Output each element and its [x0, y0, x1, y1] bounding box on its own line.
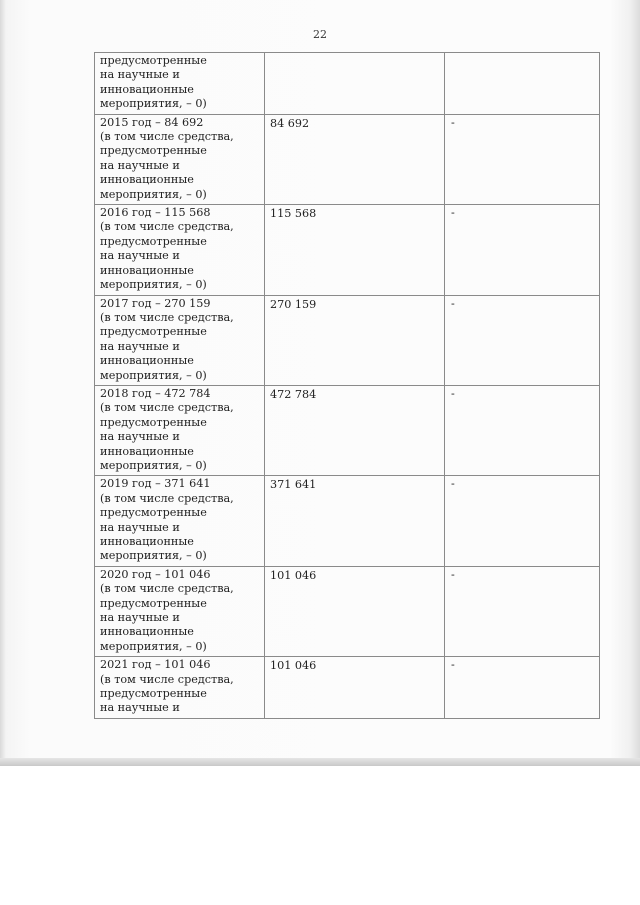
- description-line: (в том числе средства,: [100, 672, 234, 686]
- note-cell: [445, 114, 600, 204]
- note-value: -: [451, 296, 455, 310]
- table-row: [95, 385, 600, 475]
- description-line: инновационные: [100, 444, 194, 458]
- description-line: 2016 год – 115 568: [100, 206, 211, 220]
- description-line: инновационные: [100, 535, 194, 548]
- year-description-cell: [95, 385, 265, 475]
- description-line: 2020 год – 101 046: [100, 567, 211, 581]
- year-description-cell: [95, 114, 265, 204]
- table-row: [95, 114, 600, 204]
- description-line: (в том числе средства,: [100, 582, 234, 596]
- description-line: предусмотренные: [100, 415, 207, 429]
- amount-cell: [265, 53, 445, 115]
- description-line: на научные и: [100, 158, 180, 172]
- amount-value: 101 046: [270, 568, 317, 582]
- description-line: предусмотренные: [100, 596, 207, 610]
- description-line: 2021 год – 101 046: [100, 658, 211, 672]
- description-line: предусмотренные: [100, 234, 207, 248]
- funding-table: [94, 52, 600, 719]
- description-line: на научные и: [100, 611, 180, 625]
- funding-table-body: [95, 53, 600, 719]
- amount-cell: [265, 657, 445, 719]
- note-value: -: [451, 115, 455, 129]
- amount-cell: [265, 566, 445, 656]
- note-cell: [445, 385, 600, 475]
- description-line: мероприятия, – 0): [100, 458, 207, 472]
- description-line: на научные и: [100, 701, 180, 715]
- description-line: предусмотренные: [100, 325, 207, 339]
- amount-cell: [265, 295, 445, 385]
- amount-cell: [265, 385, 445, 475]
- year-description-cell: [95, 53, 265, 115]
- page-number: 22: [313, 28, 327, 41]
- amount-cell: [265, 114, 445, 204]
- note-cell: [445, 657, 600, 719]
- amount-value: 84 692: [270, 116, 310, 130]
- description-line: предусмотренные: [100, 144, 207, 158]
- description-line: (в том числе средства,: [100, 310, 234, 324]
- year-description-cell: [95, 566, 265, 656]
- year-description-cell: [95, 205, 265, 295]
- amount-cell: [265, 205, 445, 295]
- note-value: -: [451, 477, 455, 491]
- note-value: -: [451, 658, 455, 672]
- description-line: на научные и: [100, 520, 180, 534]
- description-line: (в том числе средства,: [100, 220, 234, 234]
- amount-cell: [265, 476, 445, 566]
- description-line: мероприятия, – 0): [100, 639, 207, 653]
- note-value: -: [451, 386, 455, 400]
- description-line: на научные и: [100, 249, 180, 263]
- amount-value: 371 641: [270, 478, 317, 492]
- note-cell: [445, 566, 600, 656]
- year-description-cell: [95, 295, 265, 385]
- table-row: [95, 205, 600, 295]
- amount-value: 101 046: [270, 659, 317, 673]
- description-line: мероприятия, – 0): [100, 368, 207, 382]
- description-line: на научные и: [100, 68, 180, 82]
- note-cell: [445, 53, 600, 115]
- year-description-cell: [95, 476, 265, 566]
- description-line: (в том числе средства,: [100, 401, 234, 415]
- table-row: [95, 476, 600, 566]
- amount-value: 115 568: [270, 207, 317, 221]
- note-value: -: [451, 206, 455, 220]
- description-line: инновационные: [100, 263, 194, 277]
- table-row: [95, 657, 600, 719]
- note-value: -: [451, 567, 455, 581]
- description-line: 2019 год – 371 641: [100, 477, 211, 491]
- description-line: мероприятия, – 0): [100, 187, 207, 201]
- description-line: на научные и: [100, 339, 180, 353]
- description-line: (в том числе средства,: [100, 491, 234, 505]
- description-line: мероприятия, – 0): [100, 549, 207, 563]
- description-line: инновационные: [100, 354, 194, 368]
- description-line: 2018 год – 472 784: [100, 386, 211, 400]
- amount-value: 472 784: [270, 387, 317, 401]
- year-description-cell: [95, 657, 265, 719]
- table-row: [95, 53, 600, 115]
- description-line: инновационные: [100, 625, 194, 639]
- description-line: предусмотренные: [100, 687, 207, 701]
- note-cell: [445, 205, 600, 295]
- amount-value: 270 159: [270, 297, 317, 311]
- table-row: [95, 295, 600, 385]
- scan-edge: [0, 758, 640, 766]
- description-line: 2015 год – 84 692: [100, 115, 204, 129]
- note-cell: [445, 295, 600, 385]
- description-line: предусмотренные: [100, 54, 207, 67]
- description-line: инновационные: [100, 82, 194, 96]
- description-line: на научные и: [100, 430, 180, 444]
- note-cell: [445, 476, 600, 566]
- description-line: предусмотренные: [100, 506, 207, 520]
- description-line: мероприятия, – 0): [100, 278, 207, 292]
- amount-value: [270, 54, 439, 55]
- description-line: мероприятия, – 0): [100, 97, 207, 111]
- table-row: [95, 566, 600, 656]
- description-line: (в том числе средства,: [100, 130, 234, 144]
- description-line: 2017 год – 270 159: [100, 296, 211, 310]
- description-line: инновационные: [100, 173, 194, 187]
